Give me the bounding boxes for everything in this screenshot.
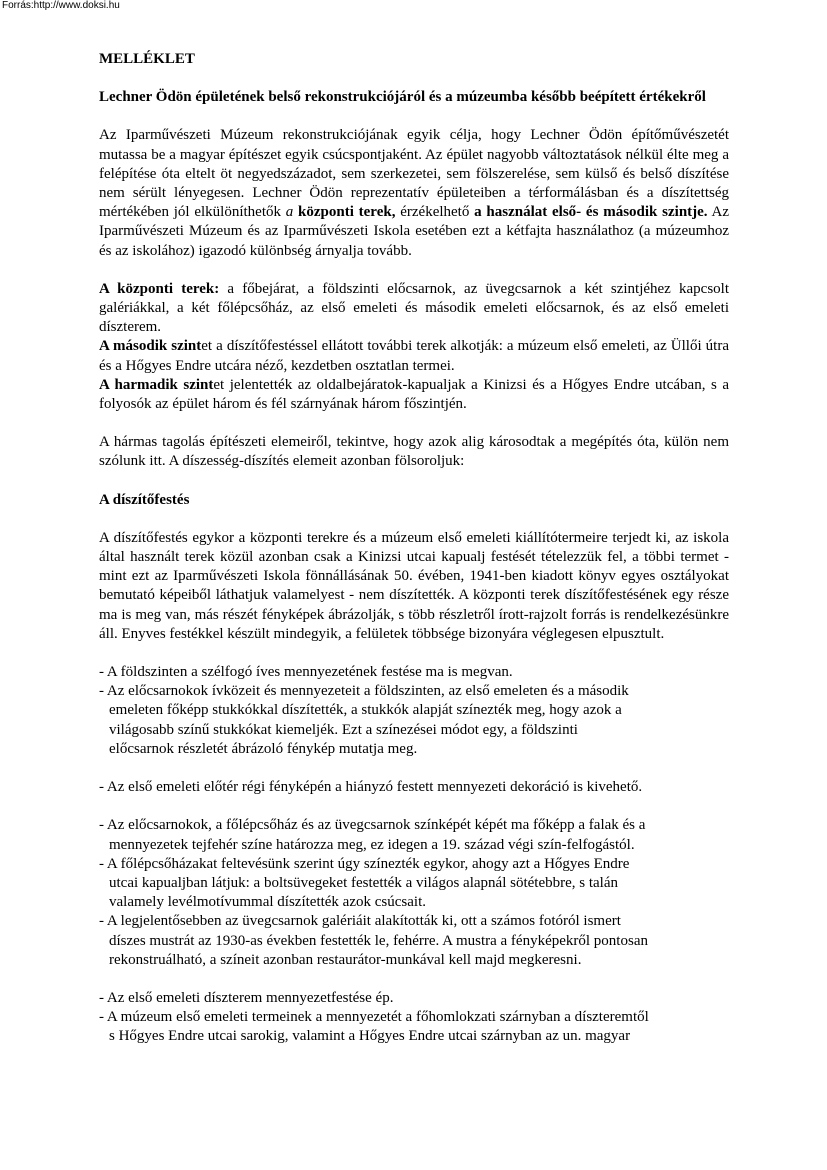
- list-item-continued: emeleten főképp stukkókkal díszítették, a stukkók alapját színezték meg, hogy azok a: [109, 702, 622, 719]
- list-item-continued: s Hőgyes Endre utcai sarokig, valamint a Hőgyes Endre utcai szárnyban az un. magyar: [109, 1028, 631, 1045]
- list-group-1: [99, 663, 729, 759]
- list-item: - Az előcsarnokok, a főlépcsőház és az üvegcsarnok színképét képét ma főképp a falak és a: [99, 817, 646, 834]
- document-page: [99, 50, 729, 1047]
- document-title: MELLÉKLET: [99, 51, 195, 67]
- list-item: - Az első emeleti előtér régi fényképén a hiányzó festett mennyezeti dekoráció is kivehető.: [99, 779, 643, 796]
- list-item-continued: valamely levélmotívummal díszítették azok csúcsait.: [109, 894, 426, 911]
- document-subtitle: Lechner Ödön épületének belső rekonstrukciójáról és a múzeumba később beépített értékekről: [99, 89, 706, 106]
- list-group-2: [99, 778, 729, 797]
- list-item-continued: utcai kapualjban látjuk: a boltsüvegeket festették a világos alapnál sötétebbre, s talán: [109, 874, 618, 891]
- source-label: Forrás:http://www.doksi.hu: [2, 0, 120, 11]
- list-group-4: [99, 989, 729, 1047]
- decoration-paragraph: A díszítőfestés egykor a központi terekre és a múzeum első emeleti kiállítótermeire terjedt ki, az iskola által használt terek közül azonban csak a Kinizsi utcai kapualj festését tételezzük fel, a többi termet - mint ezt az Iparművészeti Iskola fönnállásának 50. évében, 1941-ben kiadott könyv egyes osztályokat bemutató képeiből láthatjuk valamelyest - nem díszítették. A központi terek díszítőfestésének egy része ma is meg van, más részét fényképek ábrázolják, s több részletről írott-rajzolt forrás is rendelkezésünkre áll. Enyves festékkel készült mindegyik, a felületek többsége bizonyára véglegesen elpusztult.: [99, 529, 729, 642]
- list-item-continued: előcsarnok részletét ábrázoló fénykép mutatja meg.: [109, 740, 418, 757]
- intro-paragraph: Az Iparművészeti Múzeum rekonstrukciójának egyik célja, hogy Lechner Ödön építőművészetét mutassa be a magyar építészet egyik csúcspontjaként. Az épület nagyobb változtatások nélkül élte meg a felépítése óta eltelt öt negyedszázadot, sem szerkezetei, sem fölszerelése, sem külső és belső díszítése nem sérült lényegesen. Lechner Ödön reprezentatív épületeiben a térformálásban és a díszítettség mértékében jól elkülöníthetők a központi terek, érzékelhető a használat első- és második szintje. Az Iparművészeti Múzeum és az Iparművészeti Iskola esetében ezt a kétfajta használathoz (a múzeumhoz és az iskolához) igazodó különbség árnyalja tovább.: [99, 127, 729, 259]
- list-item: - Az előcsarnokok ívközeit és mennyezeteit a földszinten, az első emeleten és a második: [99, 683, 629, 700]
- third-level-paragraph: A harmadik szintet jelentették az oldalbejáratok-kapualjak a Kinizsi és a Hőgyes Endre utcában, s a folyosók az épület három és fél szárnyának három főszintjén.: [99, 376, 729, 413]
- list-item: - Az első emeleti díszterem mennyezetfestése ép.: [99, 989, 394, 1006]
- list-item: - A legjelentősebben az üvegcsarnok galériáit alakították ki, ott a számos fotóról ismert: [99, 913, 621, 930]
- second-level-paragraph: A második szintet a díszítőfestéssel ellátott további terek alkotják: a múzeum első emeleti, az Üllői útra és a Hőgyes Endre utcára néző, kezdetben osztatlan termei.: [99, 338, 729, 374]
- list-item-continued: világosabb színű stukkókat kiemeljék. Ezt a színezései módot egy, a földszinti: [109, 721, 578, 738]
- list-item-continued: díszes mustrát az 1930-as években festették le, fehérre. A mustra a fényképekről pontosan: [109, 932, 648, 949]
- tripartite-paragraph: A hármas tagolás építészeti elemeiről, tekintve, hogy azok alig károsodtak a megépítés óta, külön nem szólunk itt. A díszesség-díszítés elemeit azonban fölsoroljuk:: [99, 434, 729, 470]
- list-item: - A főlépcsőházakat feltevésünk szerint úgy színezték egykor, ahogy azt a Hőgyes Endre: [99, 855, 630, 872]
- central-spaces-paragraph: A központi terek: a főbejárat, a földszinti előcsarnok, az üvegcsarnok a két szintjéhez kapcsolt galériákkal, a két főlépcsőház, az első emeleti és második emeleti előcsarnok, és az első emeleti díszterem.: [99, 280, 730, 336]
- list-item-continued: rekonstruálható, a színeit azonban restaurátor-munkával kell majd megkeresni.: [109, 951, 582, 968]
- list-item: - A földszinten a szélfogó íves mennyezetének festése ma is megvan.: [99, 664, 513, 681]
- list-item-continued: mennyezetek tejfehér színe határozza meg, ez idegen a 19. század végi szín-felfogástól.: [109, 836, 635, 853]
- list-item: - A múzeum első emeleti termeinek a mennyezetét a főhomlokzati szárnyban a díszteremtől: [99, 1009, 649, 1026]
- section-title: A díszítőfestés: [99, 491, 190, 508]
- list-group-3: [99, 816, 729, 970]
